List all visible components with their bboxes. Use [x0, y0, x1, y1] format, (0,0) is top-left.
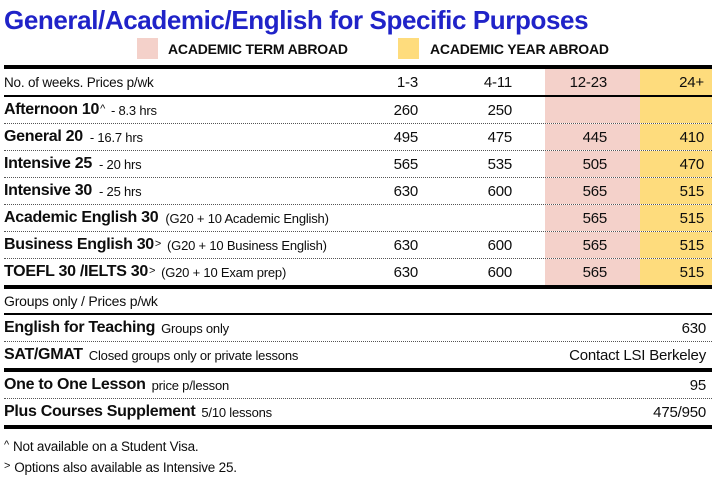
price-value: 475/950	[653, 403, 706, 421]
row-plus-courses	[4, 399, 712, 425]
footnote-student-visa: ^ Not available on a Student Visa.	[4, 439, 199, 454]
footnote-intensive-25: > Options also available as Intensive 25.	[4, 460, 237, 475]
course-name: Plus Courses Supplement	[4, 403, 196, 420]
row-afternoon-10	[4, 97, 712, 124]
course-detail: Groups only	[161, 320, 229, 336]
course-name: One to One Lesson	[4, 376, 146, 393]
course-detail: - 20 hrs	[99, 156, 142, 172]
row-intensive-25	[4, 151, 712, 178]
row-sat-gmat	[4, 342, 712, 368]
rule-bottom	[4, 425, 712, 429]
price-value: 630	[681, 319, 706, 337]
course-detail: 5/10 lessons	[201, 404, 272, 420]
footnote-marker: >	[148, 265, 156, 277]
course-detail: - 16.7 hrs	[89, 129, 143, 145]
price-cell: 445	[545, 124, 640, 150]
price-cell: 260	[393, 101, 418, 119]
price-cell: 505	[545, 151, 640, 177]
header-weeks-label: No. of weeks. Prices p/wk	[4, 74, 154, 90]
course-name: Academic English 30	[4, 209, 159, 226]
price-cell: 565	[545, 205, 640, 231]
caret-marker: ^	[4, 439, 9, 451]
term-abroad-swatch	[137, 38, 158, 59]
footnote-marker: ^	[100, 103, 105, 115]
row-english-for-teaching	[4, 315, 712, 342]
price-cell: 410	[640, 124, 712, 150]
page-title: General/Academic/English for Specific Purposes	[4, 5, 589, 35]
table-header-row	[4, 69, 712, 97]
price-cell: 535	[487, 155, 512, 173]
course-detail: price p/lesson	[151, 377, 230, 393]
price-cell: 565	[545, 178, 640, 204]
price-cell	[370, 205, 420, 231]
price-cell: 495	[393, 128, 418, 146]
course-detail: (G20 + 10 Business English)	[167, 237, 327, 253]
course-detail: Closed groups only or private lessons	[88, 347, 299, 363]
course-name: English for Teaching	[4, 319, 156, 336]
price-value: Contact LSI Berkeley	[569, 346, 706, 364]
year-abroad-swatch	[398, 38, 419, 59]
price-cell: 250	[487, 101, 512, 119]
price-cell	[640, 97, 712, 123]
course-name: Afternoon 10	[4, 101, 100, 118]
row-intensive-30	[4, 178, 712, 205]
groups-section-header: Groups only / Prices p/wk	[4, 289, 712, 315]
course-name: TOEFL 30 /IELTS 30	[4, 263, 148, 280]
price-cell: 475	[487, 128, 512, 146]
course-detail: - 25 hrs	[99, 183, 142, 199]
course-detail: (G20 + 10 Academic English)	[165, 210, 329, 226]
price-cell: 600	[487, 236, 512, 254]
term-abroad-label: ACADEMIC TERM ABROAD	[168, 41, 348, 57]
price-cell: 515	[640, 205, 712, 231]
col-header-24plus: 24+	[640, 69, 712, 95]
price-cell	[420, 205, 545, 231]
price-cell	[545, 97, 640, 123]
col-header-12-23: 12-23	[545, 69, 640, 95]
legend	[0, 35, 712, 65]
col-header-4-11: 4-11	[483, 73, 512, 91]
course-name: Intensive 25	[4, 155, 93, 172]
course-name: Business English 30	[4, 236, 154, 253]
price-cell: 470	[640, 151, 712, 177]
price-cell: 630	[393, 263, 418, 281]
row-business-english-30	[4, 232, 712, 259]
price-cell: 630	[393, 236, 418, 254]
price-cell: 565	[545, 232, 640, 258]
course-name: Intensive 30	[4, 182, 93, 199]
col-header-1-3: 1-3	[396, 73, 418, 91]
arrow-marker: >	[4, 460, 11, 472]
price-cell: 515	[640, 178, 712, 204]
price-cell: 600	[487, 182, 512, 200]
price-cell: 565	[545, 259, 640, 285]
row-general-20	[4, 124, 712, 151]
row-academic-english-30	[4, 205, 712, 232]
price-cell: 515	[640, 232, 712, 258]
course-name: SAT/GMAT	[4, 346, 83, 363]
course-detail: - 8.3 hrs	[110, 102, 157, 118]
footnote-marker: >	[154, 238, 162, 250]
price-cell: 630	[393, 182, 418, 200]
row-one-to-one	[4, 372, 712, 399]
year-abroad-label: ACADEMIC YEAR ABROAD	[430, 41, 609, 57]
row-toefl-ielts-30	[4, 259, 712, 285]
footnotes	[4, 437, 712, 479]
price-cell: 515	[640, 259, 712, 285]
price-cell: 565	[393, 155, 418, 173]
course-name: General 20	[4, 128, 83, 145]
course-detail: (G20 + 10 Exam prep)	[161, 264, 287, 280]
price-table	[4, 65, 712, 429]
price-value: 95	[689, 376, 706, 394]
price-cell: 600	[487, 263, 512, 281]
